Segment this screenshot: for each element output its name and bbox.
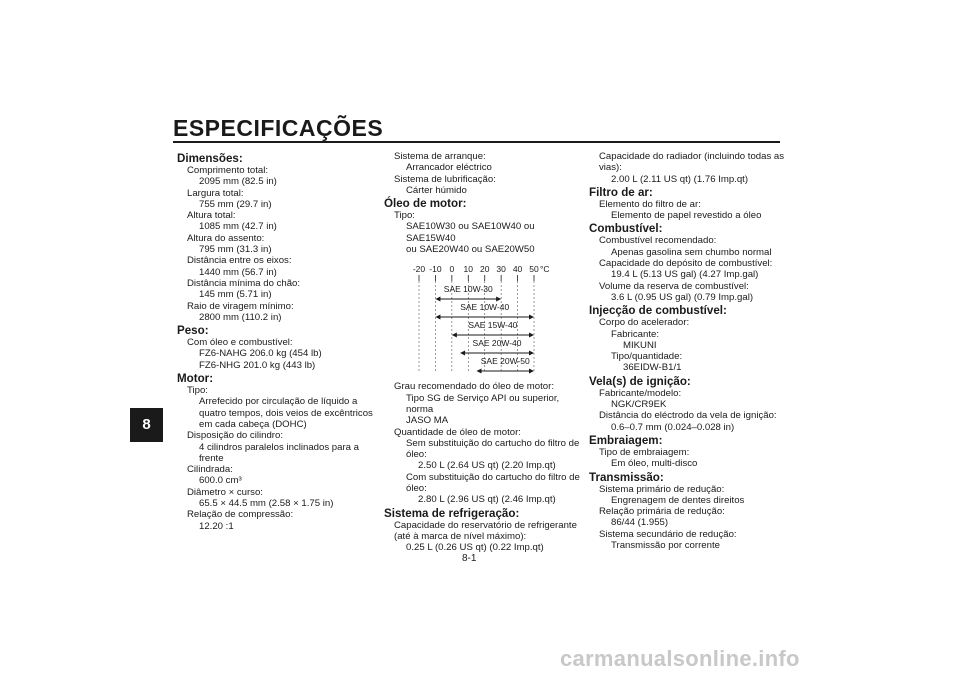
spec-line: frente: [199, 452, 224, 464]
spec-line: Diâmetro × curso:: [187, 486, 263, 498]
section-heading: Peso:: [177, 324, 209, 338]
range-arrow-right: [496, 297, 501, 302]
spec-line: Tipo:: [187, 385, 208, 397]
spec-line: em cada cabeça (DOHC): [199, 418, 307, 430]
section-heading: Motor:: [177, 372, 214, 386]
spec-line: 19.4 L (5.13 US gal) (4.27 Imp.gal): [611, 269, 759, 281]
spec-line: 755 mm (29.7 in): [199, 198, 272, 210]
spec-line: 2.50 L (2.64 US qt) (2.20 Imp.qt): [418, 460, 556, 472]
spec-line: Raio de viragem mínimo:: [187, 300, 294, 312]
spec-line: Arrancador eléctrico: [406, 162, 492, 174]
spec-line: Grau recomendado do óleo de motor:: [394, 381, 554, 393]
series-label: SAE 20W-40: [472, 338, 522, 349]
middle-top-block: [384, 151, 584, 255]
series-label: SAE 10W-40: [460, 302, 510, 313]
tick-label: -20: [412, 264, 426, 275]
spec-line: Corpo do acelerador:: [599, 317, 690, 329]
range-arrow-left: [452, 333, 457, 338]
spec-line: Comprimento total:: [187, 165, 269, 176]
spec-line: Com óleo e combustível:: [187, 337, 293, 349]
spec-line: Distância mínima do chão:: [187, 277, 301, 289]
page-number: 8-1: [462, 553, 477, 564]
range-arrow-left: [477, 369, 482, 374]
spec-line: Fabricante/modelo:: [599, 387, 682, 399]
range-arrow-right: [529, 333, 534, 338]
tick-label: 40: [512, 264, 523, 275]
spec-line: Cilindrada:: [187, 464, 233, 476]
tick-label: 0: [449, 264, 455, 275]
tick-label: 10: [463, 264, 474, 275]
spec-line: Fabricante:: [611, 328, 659, 340]
spec-line: 3.6 L (0.95 US gal) (0.79 Imp.gal): [611, 291, 754, 303]
oil-temperature-chart: [384, 263, 584, 375]
spec-line: Altura do assento:: [187, 232, 265, 244]
spec-line: FZ6-NAHG 206.0 kg (454 lb): [199, 348, 322, 360]
spec-line: 145 mm (5.71 in): [199, 289, 272, 301]
spec-line: Em óleo, multi-disco: [611, 458, 698, 470]
spec-line: quatro tempos, dois veios de excêntricos: [199, 407, 373, 419]
tick-label: 50: [529, 264, 539, 275]
section-heading: Filtro de ar:: [589, 185, 653, 199]
tick-label: 30: [496, 264, 506, 275]
series-label: SAE 20W-50: [480, 356, 530, 367]
spec-line: Elemento de papel revestido a óleo: [611, 210, 762, 222]
spec-line: Capacidade do radiador (incluindo todas as: [599, 151, 785, 162]
column-right: [589, 151, 789, 551]
section-heading: Transmissão:: [589, 470, 664, 484]
spec-line: Sistema de lubrificação:: [394, 173, 496, 185]
page-title: ESPECIFICAÇÕES: [173, 115, 384, 141]
spec-line: Largura total:: [187, 187, 244, 199]
spec-line: Tipo:: [394, 210, 415, 222]
spec-line: Capacidade do depósito de combustível:: [599, 258, 773, 270]
unit-label: °C: [540, 264, 550, 275]
spec-line: Combustível recomendado:: [599, 235, 717, 247]
spec-line: Tipo de embraiagem:: [599, 446, 690, 458]
spec-line: 2.00 L (2.11 US qt) (1.76 Imp.qt): [611, 173, 749, 185]
section-heading: Dimensões:: [177, 152, 243, 165]
spec-line: 65.5 × 44.5 mm (2.58 × 1.75 in): [199, 498, 334, 510]
spec-line: NGK/CR9EK: [611, 399, 667, 411]
range-arrow-right: [529, 315, 534, 320]
spec-line: Arrefecido por circulação de líquido a: [199, 396, 358, 408]
spec-line: 600.0 cm³: [199, 475, 242, 487]
section-heading: Combustível:: [589, 222, 663, 236]
spec-line: Disposição do cilindro:: [187, 430, 283, 442]
spec-line: 1085 mm (42.7 in): [199, 221, 277, 233]
spec-line: 2800 mm (110.2 in): [199, 311, 282, 323]
spec-line: 2.80 L (2.96 US qt) (2.46 Imp.qt): [418, 494, 556, 506]
range-arrow-right: [529, 351, 534, 356]
series-label: SAE 15W-40: [468, 320, 518, 331]
tick-label: -10: [429, 264, 442, 275]
spec-line: 1440 mm (56.7 in): [199, 266, 277, 278]
range-arrow-right: [529, 369, 534, 374]
spec-line: Com substituição do cartucho do filtro de: [406, 471, 580, 483]
spec-line: Apenas gasolina sem chumbo normal: [611, 246, 772, 258]
spec-line: Sem substituição do cartucho do filtro de: [406, 437, 580, 449]
column-left: [177, 151, 377, 532]
section-heading: Óleo de motor:: [384, 197, 467, 211]
spec-line: Relação primária de redução:: [599, 506, 725, 518]
spec-line: Tipo/quantidade:: [611, 351, 683, 363]
spec-line: 12.20 :1: [199, 520, 234, 532]
spec-line: vias):: [599, 162, 622, 174]
spec-line: Quantidade de óleo de motor:: [394, 426, 521, 438]
series-label: SAE 10W-30: [443, 284, 493, 295]
column-middle: [384, 151, 584, 554]
spec-line: FZ6-NHG 201.0 kg (443 lb): [199, 359, 316, 371]
spec-line: Sistema de arranque:: [394, 151, 486, 162]
oil-chart-svg: [384, 263, 584, 375]
spec-line: 0.25 L (0.26 US qt) (0.22 Imp.qt): [406, 542, 544, 554]
spec-line: óleo:: [406, 483, 427, 495]
spec-line: Transmissão por corrente: [611, 540, 720, 552]
section-heading: Injecção de combustível:: [589, 304, 727, 318]
range-arrow-left: [435, 315, 440, 320]
chapter-tab: 8: [130, 408, 163, 442]
spec-line: 86/44 (1.955): [611, 517, 669, 529]
spec-line: 36EIDW-B1/1: [623, 362, 682, 374]
section-heading: Sistema de refrigeração:: [384, 506, 520, 520]
section-heading: Vela(s) de ignição:: [589, 374, 691, 388]
spec-line: Sistema secundário de redução:: [599, 528, 737, 540]
spec-line: MIKUNI: [623, 339, 657, 351]
spec-line: Relação de compressão:: [187, 509, 294, 521]
spec-line: (até à marca de nível máximo):: [394, 530, 527, 542]
section-heading: Embraiagem:: [589, 433, 663, 447]
spec-line: Distância do eléctrodo da vela de ignição:: [599, 410, 777, 422]
spec-line: Capacidade do reservatório de refrigerante: [394, 519, 577, 531]
range-arrow-left: [460, 351, 465, 356]
spec-line: óleo:: [406, 449, 427, 461]
spec-line: Elemento do filtro de ar:: [599, 198, 701, 210]
spec-line: 0.6–0.7 mm (0.024–0.028 in): [611, 421, 735, 433]
spec-line: ou SAE20W40 ou SAE20W50: [406, 244, 535, 256]
spec-line: Altura total:: [187, 210, 236, 222]
spec-line: Volume da reserva de combustível:: [599, 280, 749, 292]
spec-line: SAE10W30 ou SAE10W40 ou SAE15W40: [406, 221, 535, 244]
spec-line: 795 mm (31.3 in): [199, 244, 272, 256]
spec-line: Sistema primário de redução:: [599, 483, 725, 495]
title-divider: [173, 141, 780, 143]
spec-line: Cárter húmido: [406, 184, 467, 196]
spec-line: 4 cilindros paralelos inclinados para a: [199, 441, 359, 453]
spec-line: Tipo SG de Serviço API ou superior, norma: [406, 392, 560, 415]
tick-label: 20: [479, 264, 490, 275]
spec-line: JASO MA: [406, 415, 449, 427]
range-arrow-left: [435, 297, 440, 302]
spec-line: Distância entre os eixos:: [187, 255, 292, 267]
spec-line: 2095 mm (82.5 in): [199, 176, 277, 188]
middle-bottom-block: [384, 381, 584, 553]
spec-line: Engrenagem de dentes direitos: [611, 494, 745, 506]
watermark-text: carmanualsonline.info: [560, 646, 800, 671]
